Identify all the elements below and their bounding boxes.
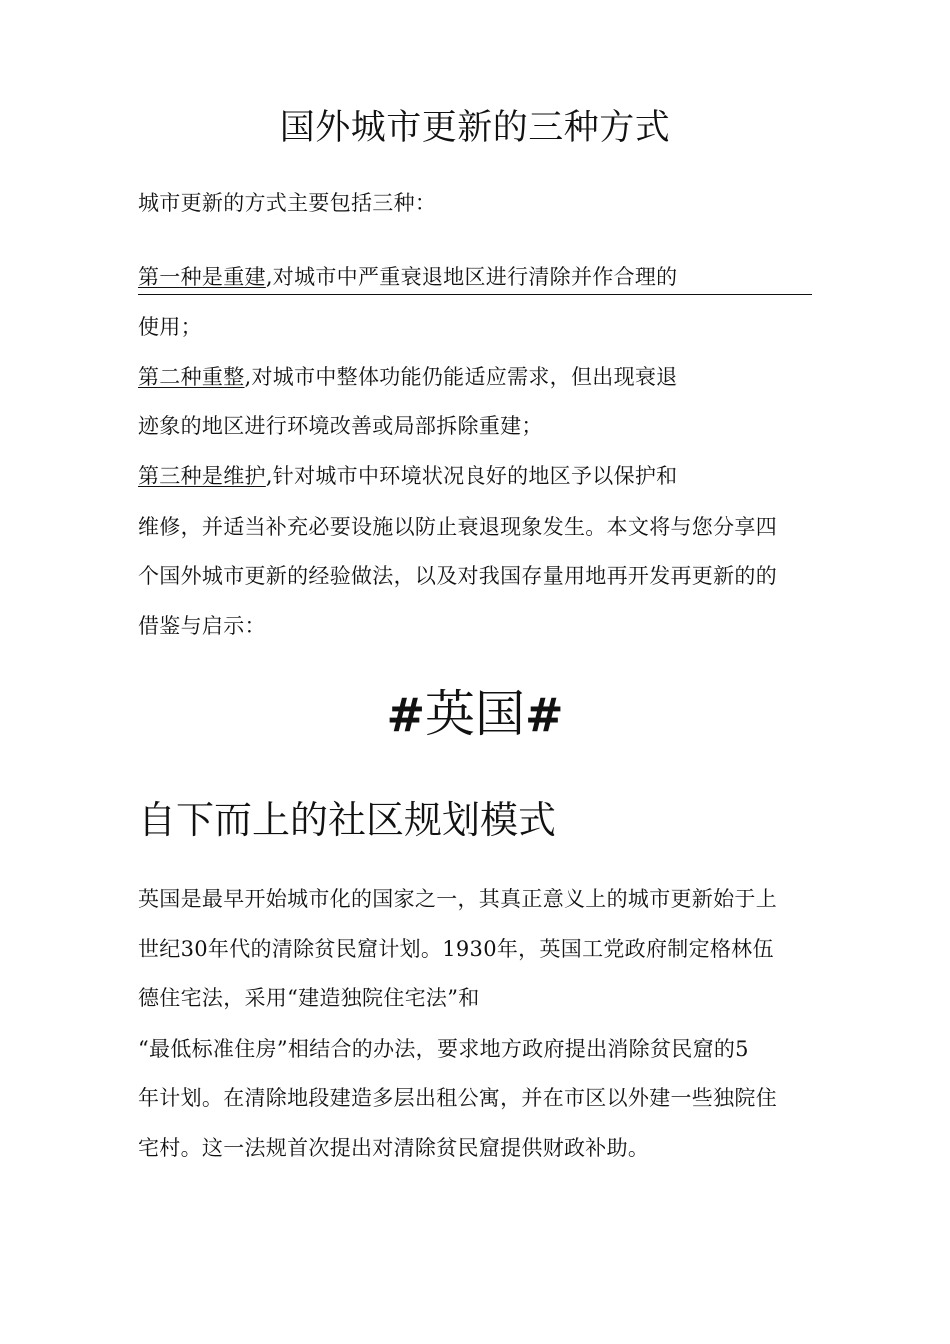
hash-left: #	[386, 688, 425, 742]
divider-rule	[138, 294, 812, 295]
method-2-line	[138, 362, 677, 392]
method-1-line	[138, 262, 678, 292]
method-2-label: 第二种重整	[138, 365, 245, 389]
method-2-text: ,对城市中整体功能仍能适应需求，但出现衰退	[244, 365, 678, 389]
body-line: “最低标准住房”相结合的办法，要求地方政府提出消除贫民窟的5	[138, 1037, 749, 1061]
method-3-continuation: 维修，并适当补充必要设施以防止衰退现象发生。本文将与您分享四	[138, 515, 777, 539]
body-line: 宅村。这一法规首次提出对清除贫民窟提供财政补助。	[138, 1136, 650, 1160]
body-line: 年计划。在清除地段建造多层出租公寓，并在市区以外建一些独院住	[138, 1086, 777, 1110]
intro-tail-line: 个国外城市更新的经验做法，以及对我国存量用地再开发再更新的的	[138, 564, 777, 588]
method-1-label: 第一种是重建	[138, 265, 266, 289]
method-3-label: 第三种是维护	[138, 464, 266, 488]
body-line: 世纪30年代的清除贫民窟计划。1930年，英国工党政府制定格林伍	[138, 937, 774, 961]
method-3-line	[138, 461, 678, 491]
intro-tail-line: 借鉴与启示：	[138, 614, 266, 638]
section-heading: 自下而上的社区规划模式	[138, 798, 557, 842]
body-line: 英国是最早开始城市化的国家之一，其真正意义上的城市更新始于上	[138, 887, 777, 911]
hash-right: #	[525, 688, 564, 742]
method-2-continuation: 迹象的地区进行环境改善或局部拆除重建；	[138, 414, 543, 438]
method-1-continuation: 使用；	[138, 315, 202, 339]
intro-line: 城市更新的方式主要包括三种：	[138, 191, 437, 215]
method-3-text: ,针对城市中环境状况良好的地区予以保护和	[265, 464, 678, 488]
method-1-text: ,对城市中严重衰退地区进行清除并作合理的	[265, 265, 678, 289]
country-heading	[0, 682, 950, 747]
country-name: 英国	[425, 685, 525, 743]
document-title: 国外城市更新的三种方式	[279, 108, 671, 148]
body-line: 德住宅法，采用“建造独院住宅法”和	[138, 986, 480, 1010]
